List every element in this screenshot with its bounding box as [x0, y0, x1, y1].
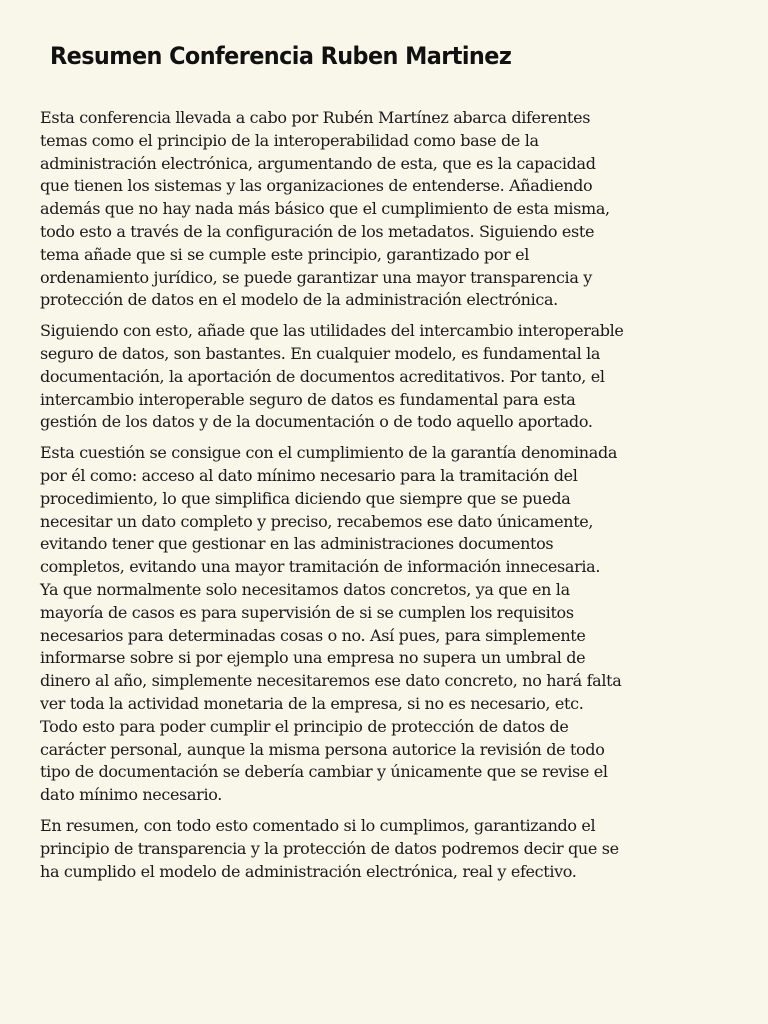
- paragraph-4: En resumen, con todo esto comentado si lo cumplimos, garantizando el principio de transparencia y la protección de datos podremos decir que se ha cumplido el modelo de administración electrónica, real y efectivo.: [40, 815, 619, 881]
- paragraph-2: Siguiendo con esto, añade que las utilidades del intercambio interoperable seguro de datos, son bastantes. En cualquier modelo, es fundamental la documentación, la aportación de documentos acreditativos. Por tanto, el intercambio interoperable seguro de datos es fundamental para esta gestión de los datos y de la documentación o de todo aquello aportado.: [40, 321, 624, 432]
- paragraph-3: Esta cuestión se consigue con el cumplimiento de la garantía denominada por él como: acceso al dato mínimo necesario para la tramitación del procedimiento, lo que simplifica diciendo que siempre que se pueda necesitar un dato completo y preciso, recabemos ese dato únicamente, evitando tener que gestionar en las administraciones documentos completos, evitando una mayor tramitación de información innecesaria. Ya que normalmente solo necesitamos datos concretos, ya que en la mayoría de casos es para supervisión de si se cumplen los requisitos necesarios para determinadas cosas o no. Así pues, para simplemente informarse sobre si por ejemplo una empresa no supera un umbral de dinero al año, simplemente necesitaremos ese dato concreto, no hará falta ver toda la actividad monetaria de la empresa, si no es necesario, etc. Todo esto para poder cumplir el principio de protección de datos de carácter personal, aunque la misma persona autorice la revisión de todo tipo de documentación se debería cambiar y únicamente que se revise el dato mínimo necesario.: [40, 443, 622, 805]
- document-body: [40, 107, 728, 891]
- paragraph-1: Esta conferencia llevada a cabo por Rubén Martínez abarca diferentes temas como el principio de la interoperabilidad como base de la administración electrónica, argumentando de esta, que es la capacidad que tienen los sistemas y las organizaciones de entenderse. Añadiendo además que no hay nada más básico que el cumplimiento de esta misma, todo esto a través de la configuración de los metadatos. Siguiendo este tema añade que si se cumple este principio, garantizado por el ordenamiento jurídico, se puede garantizar una mayor transparencia y protección de datos en el modelo de la administración electrónica.: [40, 108, 610, 310]
- document-title: Resumen Conferencia Ruben Martinez: [50, 42, 512, 70]
